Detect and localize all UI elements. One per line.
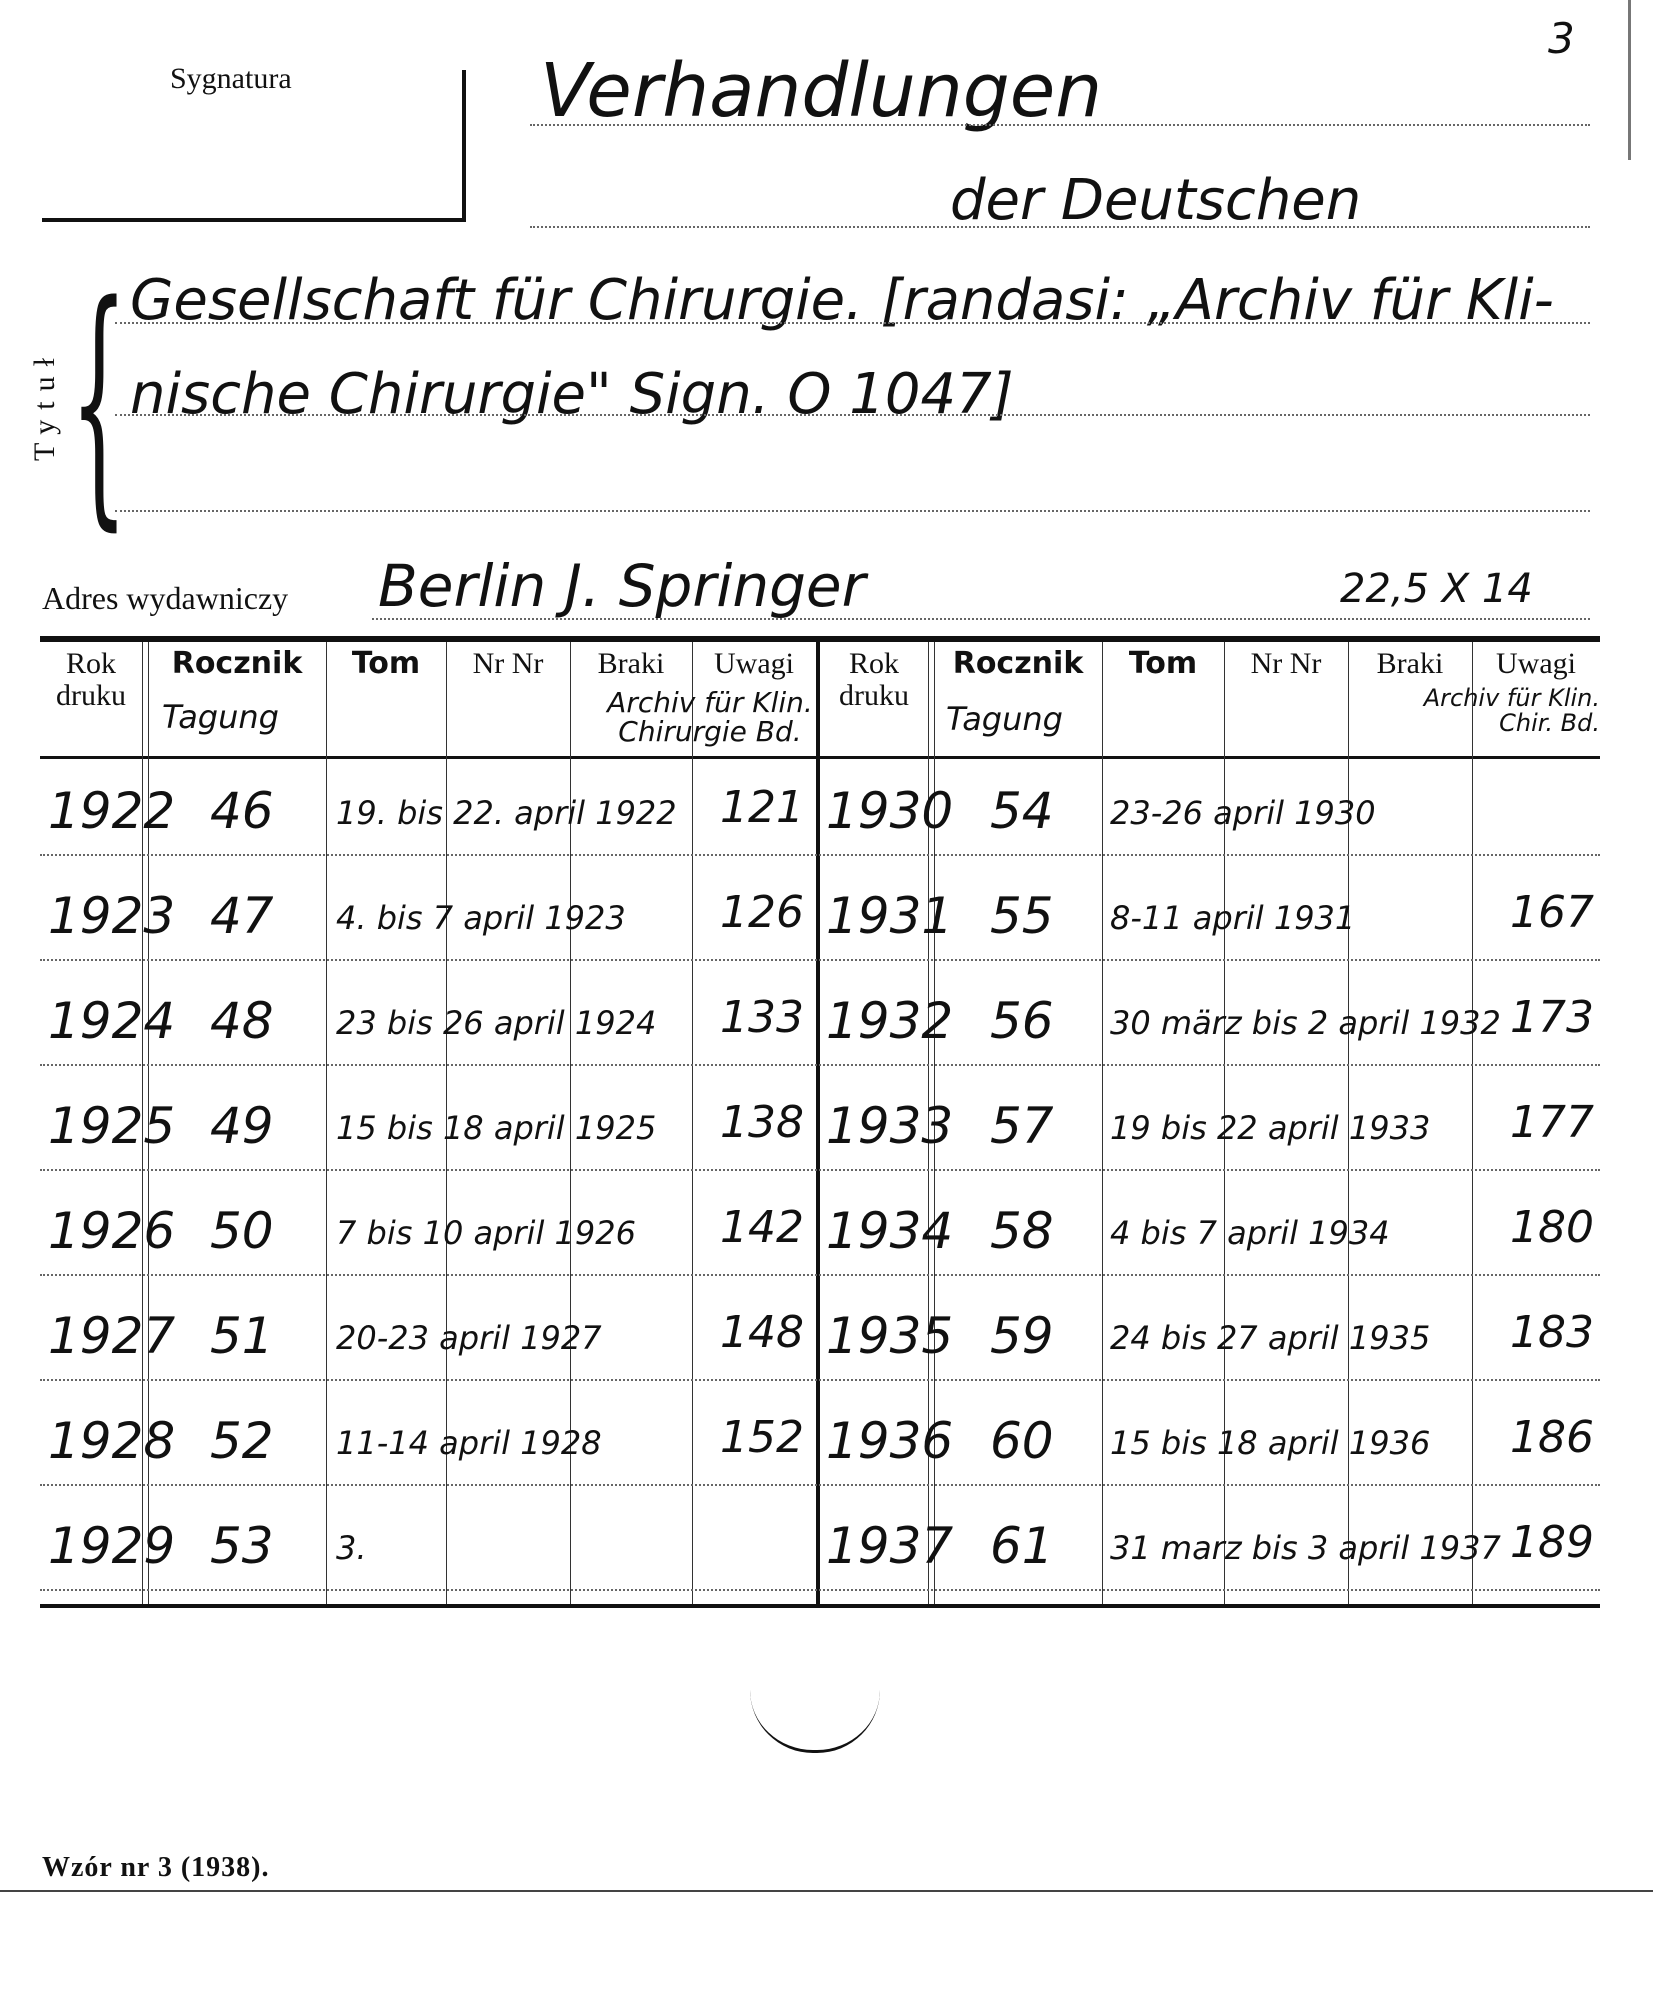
cell-year-right: 1931 bbox=[826, 887, 954, 945]
form-number: Wzór nr 3 (1938). bbox=[42, 1852, 270, 1883]
cell-tagung-right: 54 bbox=[990, 782, 1054, 840]
cell-bd: 142 bbox=[720, 1202, 804, 1253]
table-row bbox=[40, 1075, 1600, 1169]
header-rok-druku-right: Rok druku bbox=[839, 647, 909, 712]
cell-bd: 121 bbox=[720, 782, 804, 833]
row-dotted-line bbox=[40, 1379, 1600, 1381]
cell-year: 1926 bbox=[48, 1202, 176, 1260]
cell-date-right: 15 bis 18 april 1936 bbox=[1110, 1424, 1431, 1462]
signature-label: Sygnatura bbox=[170, 62, 292, 95]
cell-date-right: 30 märz bis 2 april 1932 bbox=[1110, 1004, 1501, 1042]
cell-bd: 152 bbox=[720, 1412, 804, 1463]
cell-tagung-right: 56 bbox=[990, 992, 1054, 1050]
cell-tagung: 46 bbox=[210, 782, 274, 840]
table-row bbox=[40, 1390, 1600, 1484]
header-nrnr: Nr Nr bbox=[472, 647, 544, 680]
cell-bd-right: 173 bbox=[1510, 992, 1594, 1043]
header-braki-right: Braki bbox=[1376, 647, 1444, 680]
card-edge-mark bbox=[1628, 0, 1631, 160]
header-rocznik: Rocznik bbox=[171, 646, 303, 681]
cell-bd-right: 183 bbox=[1510, 1307, 1594, 1358]
table-row bbox=[40, 865, 1600, 959]
header-braki: Braki bbox=[597, 647, 665, 680]
header-uwagi: Uwagi bbox=[714, 647, 794, 680]
format-value: 22,5 X 14 bbox=[1340, 566, 1533, 612]
header-rocznik-right: Rocznik bbox=[952, 646, 1084, 681]
cell-tagung: 53 bbox=[210, 1517, 274, 1575]
cell-date: 23 bis 26 april 1924 bbox=[336, 1004, 657, 1042]
cell-tagung-right: 60 bbox=[990, 1412, 1054, 1470]
hand-drawn-mark bbox=[750, 1690, 880, 1753]
cell-tagung-right: 57 bbox=[990, 1097, 1054, 1155]
cell-bd-right: 180 bbox=[1510, 1202, 1594, 1253]
cell-bd: 126 bbox=[720, 887, 804, 938]
publisher-label: Adres wydawniczy bbox=[42, 580, 289, 616]
table-row bbox=[40, 1180, 1600, 1274]
cell-tagung-right: 61 bbox=[990, 1517, 1054, 1575]
title-dotted-line bbox=[530, 124, 1590, 126]
cell-bd-right: 189 bbox=[1510, 1517, 1594, 1568]
table-header-rule bbox=[40, 756, 1600, 759]
cell-year: 1925 bbox=[48, 1097, 176, 1155]
title-dotted-line bbox=[530, 226, 1590, 228]
uwagi-note-right: Archiv für Klin. Chir. Bd. bbox=[1423, 684, 1600, 738]
cell-year: 1928 bbox=[48, 1412, 176, 1470]
title-line-2: der Deutschen bbox=[950, 168, 1362, 233]
header-tom-right: Tom bbox=[1128, 646, 1198, 681]
title-label: Tytuł bbox=[28, 348, 61, 462]
cell-tagung: 50 bbox=[210, 1202, 274, 1260]
card-bottom-rule bbox=[0, 1890, 1653, 1892]
cell-tagung-right: 59 bbox=[990, 1307, 1054, 1365]
cell-date: 4. bis 7 april 1923 bbox=[336, 899, 626, 937]
cell-date: 11-14 april 1928 bbox=[336, 1424, 602, 1462]
cell-tagung: 51 bbox=[210, 1307, 274, 1365]
row-dotted-line bbox=[40, 1169, 1600, 1171]
cell-year-right: 1934 bbox=[826, 1202, 954, 1260]
cell-date-right: 24 bis 27 april 1935 bbox=[1110, 1319, 1431, 1357]
cell-year: 1924 bbox=[48, 992, 176, 1050]
cell-year-right: 1935 bbox=[826, 1307, 954, 1365]
cell-year: 1922 bbox=[48, 782, 176, 840]
cell-bd: 138 bbox=[720, 1097, 804, 1148]
table-row bbox=[40, 760, 1600, 854]
cell-date: 7 bis 10 april 1926 bbox=[336, 1214, 636, 1252]
table-row bbox=[40, 970, 1600, 1064]
title-dotted-line bbox=[115, 414, 1590, 416]
cell-bd-right: 167 bbox=[1510, 887, 1594, 938]
title-line-4: nische Chirurgie" Sign. O 1047] bbox=[130, 362, 1014, 427]
uwagi-note-left: Archiv für Klin. Chirurgie Bd. bbox=[607, 686, 813, 749]
table-top-rule bbox=[40, 636, 1600, 642]
cell-date: 20-23 april 1927 bbox=[336, 1319, 602, 1357]
title-dotted-line bbox=[115, 510, 1590, 512]
title-dotted-line bbox=[115, 322, 1590, 324]
cell-year-right: 1932 bbox=[826, 992, 954, 1050]
publisher-value: Berlin J. Springer bbox=[378, 552, 866, 620]
cell-date-right: 31 marz bis 3 april 1937 bbox=[1110, 1529, 1501, 1567]
cell-date-right: 4 bis 7 april 1934 bbox=[1110, 1214, 1390, 1252]
cell-year-right: 1930 bbox=[826, 782, 954, 840]
title-line-3: Gesellschaft für Chirurgie. [randasi: „Archiv für Kli- bbox=[130, 268, 1554, 333]
cell-bd-right: 177 bbox=[1510, 1097, 1594, 1148]
header-tom: Tom bbox=[351, 646, 421, 681]
cell-bd-right: 186 bbox=[1510, 1412, 1594, 1463]
card-number: 3 bbox=[1548, 14, 1575, 63]
cell-tagung: 49 bbox=[210, 1097, 274, 1155]
cell-year: 1927 bbox=[48, 1307, 176, 1365]
cell-tagung-right: 58 bbox=[990, 1202, 1054, 1260]
cell-year: 1929 bbox=[48, 1517, 176, 1575]
header-rok-druku: Rok druku bbox=[56, 647, 126, 712]
publisher-dotted-line bbox=[372, 618, 1590, 620]
header-nrnr-right: Nr Nr bbox=[1250, 647, 1322, 680]
cell-year-right: 1936 bbox=[826, 1412, 954, 1470]
header-uwagi-right: Uwagi bbox=[1496, 647, 1576, 680]
header-rocznik-sub: Tagung bbox=[162, 698, 279, 736]
cell-tagung: 52 bbox=[210, 1412, 274, 1470]
cell-tagung-right: 55 bbox=[990, 887, 1054, 945]
cell-year: 1923 bbox=[48, 887, 176, 945]
row-dotted-line bbox=[40, 1064, 1600, 1066]
cell-tagung: 47 bbox=[210, 887, 274, 945]
row-dotted-line bbox=[40, 1589, 1600, 1591]
title-brace: { bbox=[70, 251, 128, 553]
cell-date-right: 23-26 april 1930 bbox=[1110, 794, 1376, 832]
cell-date: 19. bis 22. april 1922 bbox=[336, 794, 677, 832]
row-dotted-line bbox=[40, 1484, 1600, 1486]
header-rocznik-sub-right: Tagung bbox=[946, 700, 1063, 738]
cell-date: 3. bbox=[336, 1529, 367, 1567]
table-row bbox=[40, 1495, 1600, 1589]
table-row bbox=[40, 1285, 1600, 1379]
cell-date-right: 8-11 april 1931 bbox=[1110, 899, 1356, 937]
cell-date-right: 19 bis 22 april 1933 bbox=[1110, 1109, 1431, 1147]
title-line-1: Verhandlungen bbox=[540, 48, 1103, 134]
table-bottom-rule bbox=[40, 1604, 1600, 1608]
cell-bd: 133 bbox=[720, 992, 804, 1043]
cell-bd: 148 bbox=[720, 1307, 804, 1358]
cell-year-right: 1933 bbox=[826, 1097, 954, 1155]
cell-tagung: 48 bbox=[210, 992, 274, 1050]
signature-box-border bbox=[42, 218, 466, 222]
cell-year-right: 1937 bbox=[826, 1517, 954, 1575]
row-dotted-line bbox=[40, 854, 1600, 856]
cell-date: 15 bis 18 april 1925 bbox=[336, 1109, 657, 1147]
row-dotted-line bbox=[40, 959, 1600, 961]
signature-box-border bbox=[462, 70, 466, 220]
row-dotted-line bbox=[40, 1274, 1600, 1276]
